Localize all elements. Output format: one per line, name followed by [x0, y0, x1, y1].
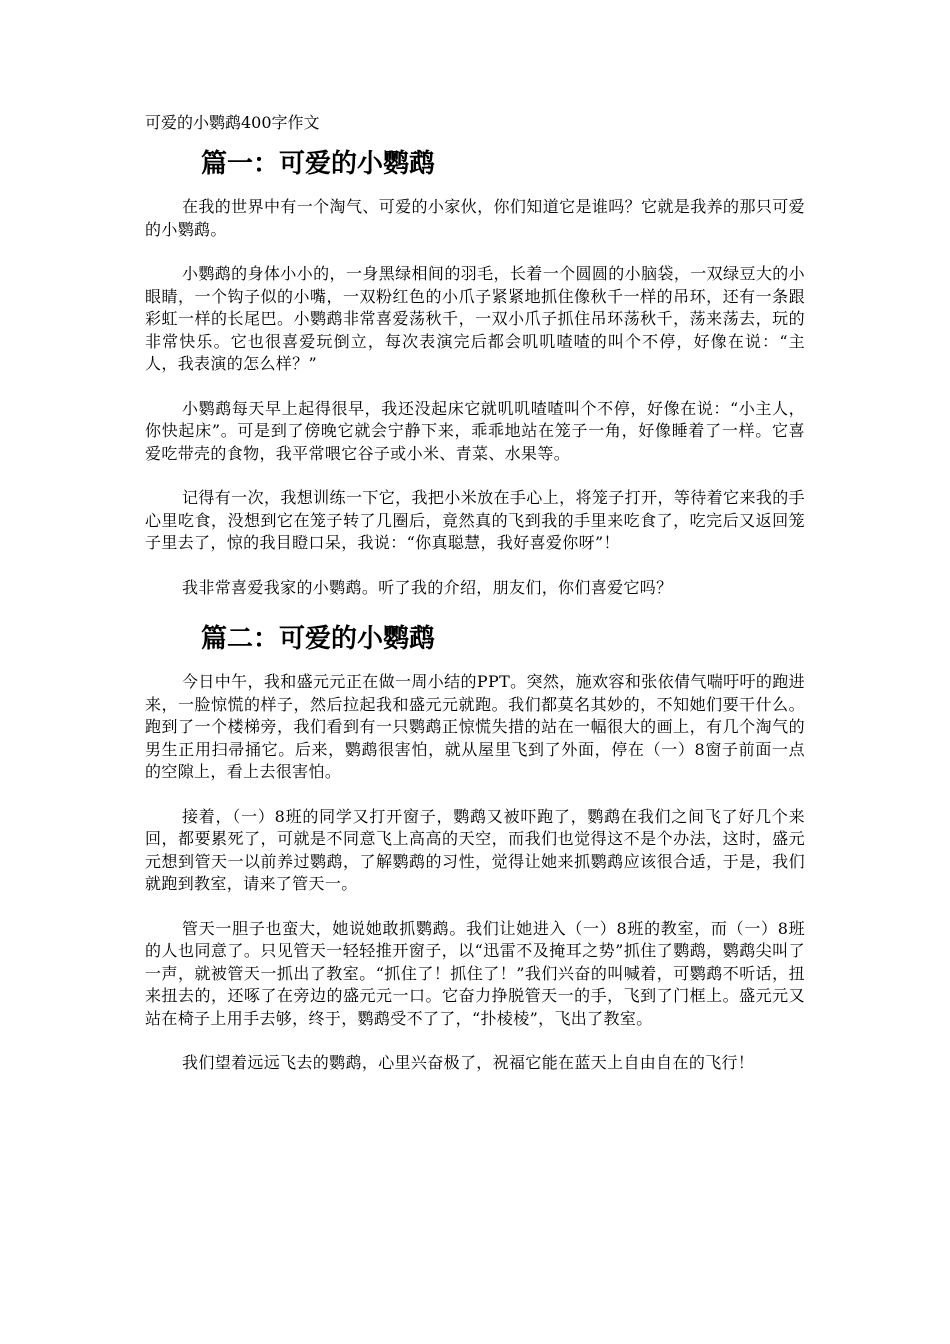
document-page [145, 112, 805, 1097]
paragraph: 我非常喜爱我家的小鹦鹉。听了我的介绍，朋友们，你们喜爱它吗？ [182, 577, 673, 597]
paragraph: 在我的世界中有一个淘气、可爱的小家伙，你们知道它是谁吗？它就是我养的那只可爱的小鹦鹉。 [145, 197, 805, 239]
paragraph: 记得有一次，我想训练一下它，我把小米放在手心上，将笼子打开，等待着它来我的手心里吃食，没想到它在笼子转了几圈后，竟然真的飞到我的手里来吃食了，吃完后又返回笼子里去了，惊的我目瞪口呆，我说：“你真聪慧，我好喜爱你呀”！ [145, 488, 805, 552]
paragraph: 小鹦鹉每天早上起得很早，我还没起床它就叽叽喳喳叫个不停，好像在说：“小主人，你快起床”。可是到了傍晚它就会宁静下来，乖乖地站在笼子一角，好像睡着了一样。它喜爱吃带壳的食物，我平常喂它谷子或小米、青菜、水果等。 [145, 398, 805, 463]
paragraph: 接着，（一）8班的同学又打开窗子，鹦鹉又被吓跑了，鹦鹉在我们之间飞了好几个来回，都要累死了，可就是不同意飞上高高的天空，而我们也觉得这不是个办法，这时，盛元元想到管天一以前养过鹦鹉，了解鹦鹉的习性，觉得让她来抓鹦鹉应该很合适，于是，我们就跑到教室，请来了管天一。 [145, 806, 805, 893]
section-2 [145, 621, 805, 1075]
section-heading: 篇二：可爱的小鹦鹉 [201, 624, 436, 654]
section-heading: 篇一：可爱的小鹦鹉 [201, 149, 436, 179]
document-title: 可爱的小鹦鹉400字作文 [145, 113, 320, 132]
paragraph: 小鹦鹉的身体小小的，一身黑绿相间的羽毛，长着一个圆圆的小脑袋，一双绿豆大的小眼睛，一个钩子似的小嘴，一双粉红色的小爪子紧紧地抓住像秋千一样的吊环，还有一条跟彩虹一样的长尾巴。小鹦鹉非常喜爱荡秋千，一双小爪子抓住吊环荡秋千，荡来荡去，玩的非常快乐。它也很喜爱玩倒立，每次表演完后都会叽叽喳喳的叫个不停，好像在说：“主人，我表演的怎么样？” [145, 264, 805, 373]
section-1 [145, 146, 805, 599]
paragraph: 管天一胆子也蛮大，她说她敢抓鹦鹉。我们让她进入（一）8班的教室，而（一）8班的人也同意了。只见管天一轻轻推开窗子，以“迅雷不及掩耳之势”抓住了鹦鹉，鹦鹉尖叫了一声，就被管天一抓出了教室。“抓住了！抓住了！”我们兴奋的叫喊着，可鹦鹉不听话，扭来扭去的，还啄了在旁边的盛元元一口。它奋力挣脱管天一的手，飞到了门框上。盛元元又站在椅子上用手去够，终于，鹦鹉受不了了，“扑棱棱”，飞出了教室。 [145, 918, 805, 1028]
paragraph: 我们望着远远飞去的鹦鹉，心里兴奋极了，祝福它能在蓝天上自由自在的飞行！ [182, 1053, 755, 1072]
paragraph: 今日中午，我和盛元元正在做一周小结的PPT。突然，施欢容和张依倩气喘吁吁的跑进来，一脸惊慌的样子，然后拉起我和盛元元就跑。我们都莫名其妙的，不知她们要干什么。跑到了一个楼梯旁，我们看到有一只鹦鹉正惊慌失措的站在一幅很大的画上，有几个淘气的男生正用扫帚捅它。后来，鹦鹉很害怕，就从屋里飞到了外面，停在（一）8窗子前面一点的空隙上，看上去很害怕。 [145, 672, 805, 781]
